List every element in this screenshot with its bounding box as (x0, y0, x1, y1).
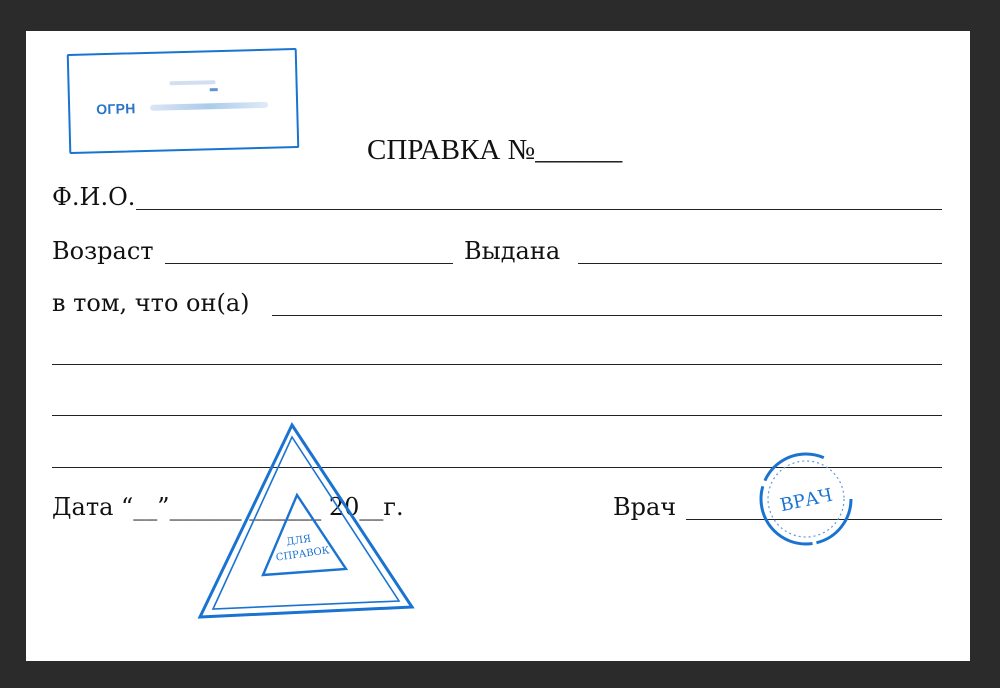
round-stamp-text: ВРАЧ (778, 484, 835, 517)
issued-label: Выдана (464, 237, 561, 265)
triangle-stamp-inner (213, 437, 399, 609)
triangle-stamp-outer (200, 425, 412, 617)
fio-line (136, 209, 942, 210)
ogrn-stamp (67, 48, 300, 154)
date-label: Дата “__”______ ______ 20__г. (52, 493, 404, 521)
ogrn-stamp-label: ОГРН (95, 100, 136, 118)
issued-line (578, 263, 942, 264)
age-label: Возраст (52, 237, 154, 265)
purpose-label: в том, что он(а) (52, 289, 250, 317)
age-line (165, 263, 453, 264)
blank-line (52, 364, 942, 365)
ogrn-stamp-blurred-text (169, 80, 215, 85)
doctor-round-stamp (754, 447, 858, 551)
fio-label: Ф.И.О. (52, 183, 136, 211)
form-title: СПРАВКА №______ (367, 134, 623, 166)
triangle-stamp-line1: ДЛЯ (285, 533, 312, 549)
ogrn-stamp-mark (210, 88, 218, 91)
triangle-stamp (196, 421, 416, 621)
certificate-form (26, 31, 970, 661)
purpose-line (272, 315, 942, 316)
triangle-stamp-line2: СПРАВОК (275, 545, 331, 564)
doctor-label: Врач (613, 493, 677, 521)
ogrn-stamp-blurred-number (150, 102, 268, 111)
blank-line (52, 415, 942, 416)
